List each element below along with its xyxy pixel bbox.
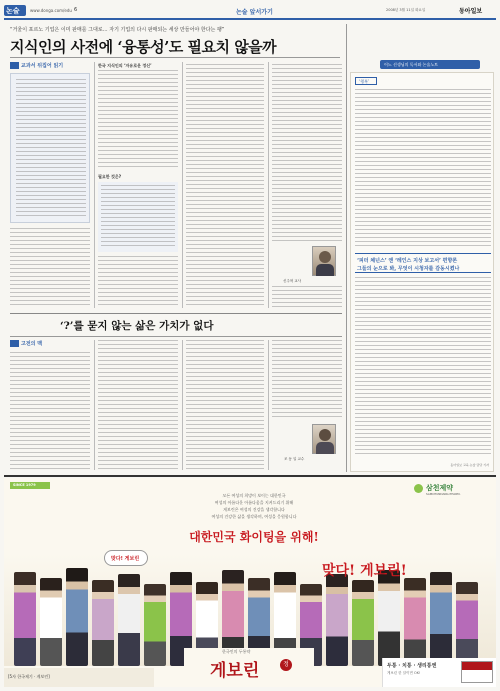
headline-rule <box>10 57 340 58</box>
ad-bottom-right-text: 두통 · 치통 · 생리통엔 <box>387 663 437 669</box>
main-byline: 신주혁 교사 <box>283 279 302 283</box>
newspaper-name: 동아일보 <box>459 8 483 15</box>
subhead-badge <box>10 62 19 69</box>
body-text-col4b <box>272 286 342 308</box>
right-footer-note: 동아일보 교육·논술 담당 기자 <box>450 463 489 467</box>
second-subhead-badge <box>10 340 19 347</box>
author-photo <box>312 246 336 276</box>
ad-copy-line: 여성의 건강한 삶을 생각하며, 여성을 응원합니다 <box>211 514 297 519</box>
ad-bottom-right-sub: 게보린 한 알이면 OK! <box>387 671 421 675</box>
second-divider-2 <box>182 340 183 470</box>
section-title: 논술 앞서가기 <box>236 9 273 16</box>
right-pullquote-line1: ‘피터 체넌스’ 앤 ‘레인스 지상 보고서’ 편향론 <box>357 258 458 264</box>
product-badge: 정 <box>280 659 292 671</box>
col-divider-1 <box>94 62 95 308</box>
advertisement[interactable] <box>4 478 496 687</box>
ad-badge-text: SINCE 1979 <box>13 483 36 487</box>
second-body-col3 <box>186 340 264 470</box>
ad-tagline: 대한민국 화이팅을 위해! <box>189 530 319 544</box>
second-headline-rule <box>10 336 342 337</box>
section-badge <box>4 5 26 16</box>
site-url[interactable]: www.donga.com/edu <box>30 8 72 13</box>
product-box-icon <box>461 661 493 683</box>
section-rule <box>10 313 342 314</box>
right-column-label-text: 어느 선생님의 독서와 논술노트 <box>384 62 439 67</box>
ad-slogan: 맞다! 게보린! <box>322 563 407 579</box>
issue-date: 2008년 3월 11일 화요일 <box>386 8 426 12</box>
main-subhead: 교과서 뒤집어 읽기 <box>21 63 64 69</box>
brand-logo-sub: SAMCHUNDANG PHARM. <box>426 492 461 496</box>
col-divider-3 <box>268 62 269 308</box>
page-header <box>4 4 496 18</box>
ad-speech-text: 맞다! 게보린 <box>111 556 140 562</box>
right-pullquote <box>355 253 491 273</box>
right-column-divider <box>346 24 347 472</box>
ad-copy-line: 게보린은 여성의 건강을 생각합니다 <box>223 507 285 512</box>
main-kicker: “거울이 포르노 기업은 이미 판매를 그대로… 자기 기업의 다시 판매되는 세상 만들어야 한다는 팽” <box>10 27 225 33</box>
second-divider-3 <box>268 340 269 470</box>
right-column-label <box>380 60 480 69</box>
product-logo <box>184 648 314 682</box>
body-text-col2a <box>98 70 178 170</box>
second-headline: ‘?’를 묻지 않는 삶은 가치가 없다 <box>60 320 214 332</box>
second-author-photo <box>312 424 336 454</box>
brand-logo-text: 삼천제약 <box>426 484 454 492</box>
brand-logo <box>414 482 492 498</box>
main-headline: 지식인의 사전에 ‘융통성’도 필요치 않을까 <box>10 38 277 56</box>
body-text-col1 <box>10 228 90 308</box>
right-box-title-text: ‘행복’ <box>359 79 370 84</box>
ad-bottom-left-text: [5자 한국제기 · 게보린] <box>8 674 50 679</box>
second-subhead: 고전의 맥 <box>21 341 43 347</box>
second-body-col4 <box>272 340 342 420</box>
ad-copy-line: 여성의 아름다운 아름다움을 지켜드리기 위해 <box>214 500 294 505</box>
second-divider-1 <box>94 340 95 470</box>
right-pullquote-line2: 그들의 눈으로 봐, 무엇이 시청자를 감동시켰나 <box>357 266 460 272</box>
ad-speech-bubble <box>104 550 148 566</box>
main-subhead-2: 한국 지식인의 ‘자유로운 정신’ <box>98 63 152 68</box>
header-rule <box>4 18 496 20</box>
highlight-box <box>98 182 178 252</box>
body-text-col2b <box>98 256 178 308</box>
ad-copy <box>174 492 334 520</box>
section-badge-label: 논술 <box>6 7 20 15</box>
ad-badge <box>10 482 50 489</box>
ad-copy-line: 모든 여성의 희망이 보이는 대한민국 <box>222 493 286 498</box>
body-text-col3 <box>186 64 264 308</box>
main-subhead-3: 필요한 것은? <box>98 174 122 179</box>
body-text-col4 <box>272 64 342 244</box>
second-body-col1 <box>10 352 90 470</box>
ad-bottom-right <box>382 658 496 687</box>
col-divider-2 <box>182 62 183 308</box>
quote-box <box>10 73 90 223</box>
right-box-title <box>355 77 377 85</box>
ad-bottom-left <box>4 668 154 687</box>
second-byline: 조 동 일 교수 <box>284 457 305 461</box>
page-number: 6 <box>74 7 78 13</box>
second-body-col2 <box>98 340 178 470</box>
ad-top-rule <box>4 475 496 477</box>
right-box <box>350 72 494 472</box>
product-label: 한국인의 두통약 <box>222 649 251 654</box>
product-name: 게보린 <box>210 661 260 681</box>
